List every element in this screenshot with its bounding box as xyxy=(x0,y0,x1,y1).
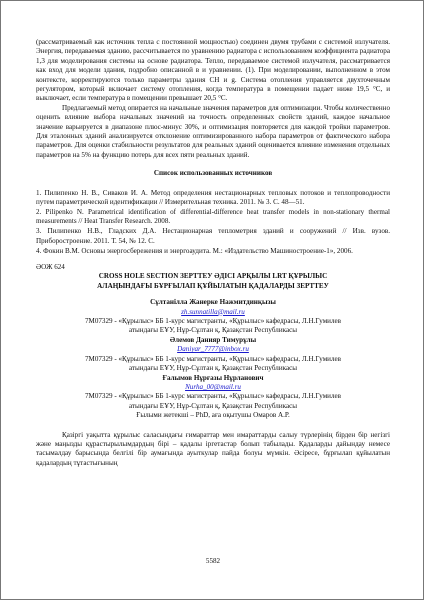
page-number: 5582 xyxy=(205,557,221,565)
author-affiliation: 7М07329 - «Құрылыс» ББ 1-курс магистранты, «Құрылыс» кафедрасы, Л.Н.Гумилев xyxy=(84,354,342,363)
reference-item: 1. Пилипенко Н. В., Сиваков И. А. Метод определения нестационарных тепловых потоков и теплопроводности путем параметрической идентификации // Измерительная техника. 2011. № 3. С. 48—51. xyxy=(36,188,390,207)
reference-item: 4. Фокин В.М. Основы энергосбережения и энергоаудита. М.: «Издательство Машиностроение-1», 2006. xyxy=(36,246,353,255)
article-title-line: АЛАҢЫНДАҒЫ БҰРҒЫЛАП ҚҰЙЫЛАТЫН ҚАДАЛАРДЫ ЗЕРТТЕУ xyxy=(97,281,329,290)
author-affiliation: 7М07329 - «Құрылыс» ББ 1-курс магистранты, «Құрылыс» кафедрасы, Л.Н.Гумилев xyxy=(84,317,342,326)
udc-code: ӘОЖ 624 xyxy=(36,263,65,272)
reference-item: 2. Pilipenko N. Parametrical identification of differential-difference heat transfer models in non-stationary thermal measurements // Heat Transfer Research. 2008. xyxy=(36,208,390,226)
page-content xyxy=(36,38,390,468)
author-email-link[interactable]: Nurha_00@mail.ru xyxy=(185,382,241,391)
author-affiliation: атындағы ЕҰУ, Нұр-Сұлтан қ, Қазақстан Республикасы xyxy=(128,401,298,410)
author-affiliation: атындағы ЕҰУ, Нұр-Сұлтан қ, Қазақстан Республикасы xyxy=(128,364,298,373)
article-title-line: CROSS HOLE SECTION ЗЕРТТЕУ ӘДІСІ АРҚЫЛЫ LRT ҚҰРЫЛЫС xyxy=(98,272,328,281)
author-name: Ғалымов Нұрғазы Нұрланович xyxy=(162,373,264,382)
reference-item: 3. Пилипенко Н.В., Гладских Д.А. Нестационарная теплометрия зданий и сооружений // Изв. вузов. Приборостроение. 2011. Т. 54, № 12. С. xyxy=(36,227,390,245)
author-affiliation: атындағы ЕҰУ, Нұр-Сұлтан қ, Қазақстан Республикасы xyxy=(128,326,298,335)
body-paragraph: Предлагаемый метод опирается на начальные значения параметров для оптимизации. Чтобы количественно оценить влияние выбора начальных значений на точность определенных свойств зданий, каждое начальное значение варьируется в диапазоне плюс-минус 30%, и оптимизация повторяется для каждой тройки параметров. Для эталонных зданий анализируется отклонение оптимизированного набора параметров от фактического набора параметров. Для оценки стабильности результатов для реальных зданий оценивается влияние изменения отдельных параметров на 5% на функцию потерь для всех пяти реальных зданий. xyxy=(36,103,390,159)
scientific-supervisor: Ғылыми жетекші – PhD, аға оқытушы Омаров А.Р. xyxy=(136,411,290,420)
author-name: Әлемов Данияр Тимурұлы xyxy=(169,335,257,344)
author-block xyxy=(36,336,390,374)
author-name: Сұлтанілла Жанерке Нажмитдинқызы xyxy=(150,298,276,307)
author-block xyxy=(36,374,390,421)
body-paragraph: Қазіргі уақытта құрылыс саласындағы ғимараттар мен имараттарды салыу түрлерінің бірден бір негізгі және маңызды құрастырылымдардың бірі – қадалы іргетастар болып табылады. Қадаларды дайындау немесе тасымалдау барысында белгілі бір аумағында ауыткулар пайда болуы мүмкін. Әсіресе, бұрғылап құйылатын қадалардың тұтастығының xyxy=(36,430,390,467)
author-affiliation: 7М07329 - «Құрылыс» ББ 1-курс магистранты, «Құрылыс» кафедрасы, Л.Н.Гумилев xyxy=(84,392,342,401)
author-email-link[interactable]: zh.sunnatilla@mail.ru xyxy=(181,307,245,316)
author-email-link[interactable]: Daniyar_7777@inbox.ru xyxy=(177,345,249,354)
body-paragraph: (рассматриваемый как источник тепла с постоянной мощностью) соединен двумя трубами с системой излучателя. Энергия, передаваемая зданию, рассчитывается по уравнению радиатора с использованием коэффициента радиатора 1,3 для моделирования системы на основе радиатора. Тепло, передаваемое системой излучателя, рассматривается как вход для модели здания, подробно описанной в и уравнении. (1). При моделировании, выполненном в этом контексте, корректируются только параметры здания CH и g. Система отопления управляется двухточечным регулятором, который включает систему отопления, когда температура в помещении падает ниже 19,5 °С, и выключает, если температура в помещении превышает 20,5 °С. xyxy=(36,38,390,103)
author-block xyxy=(36,298,390,336)
references-heading: Список использованных источников xyxy=(153,169,273,178)
